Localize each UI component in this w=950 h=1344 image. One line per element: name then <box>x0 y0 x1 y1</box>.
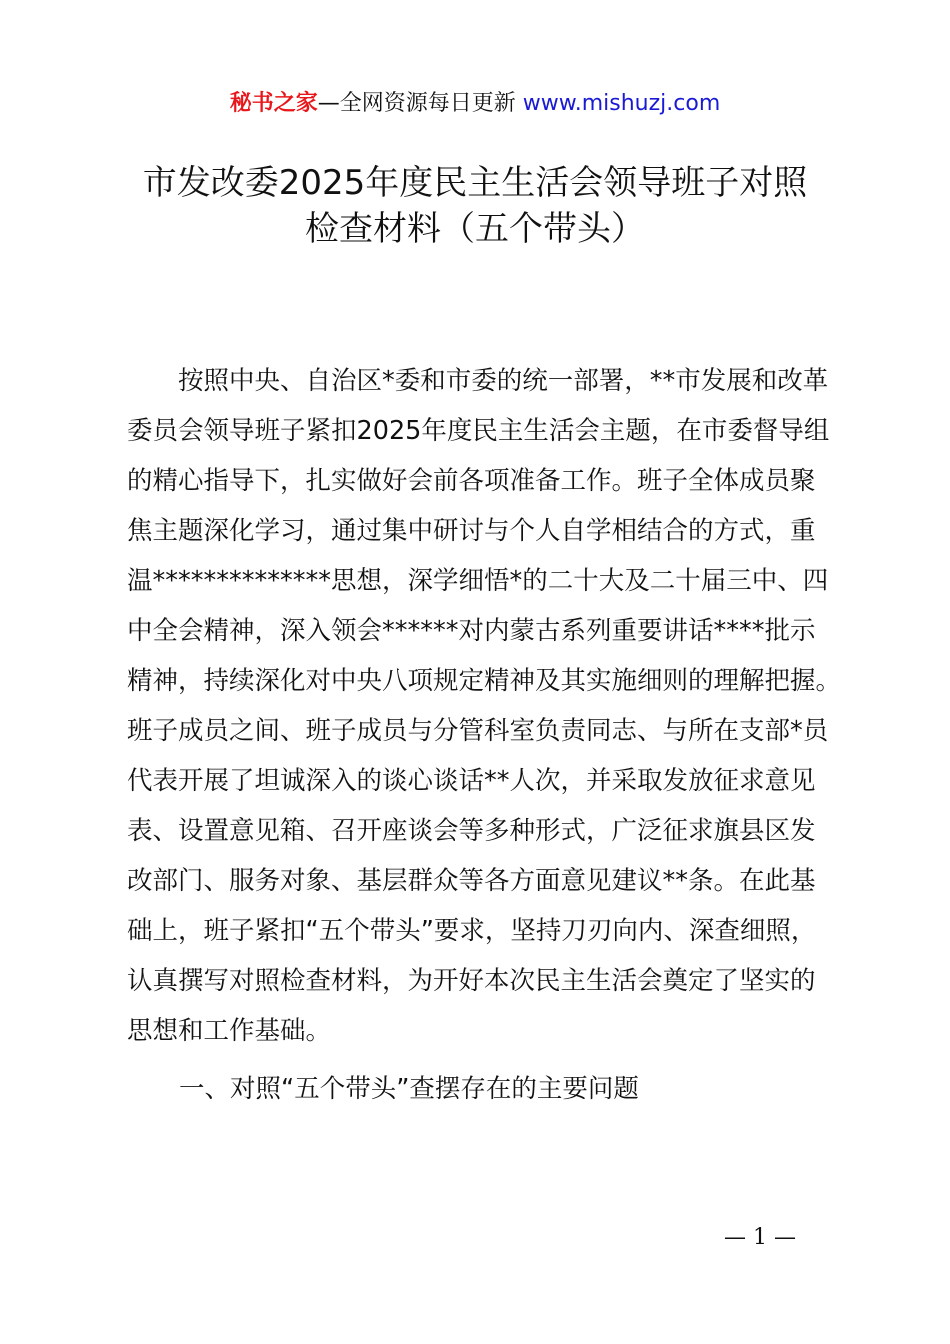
body-paragraph <box>127 356 842 1056</box>
body-line: 班子成员之间、班子成员与分管科室负责同志、与所在支部*员 <box>127 716 829 746</box>
site-header <box>0 88 950 120</box>
site-name: 秘书之家 <box>229 91 318 116</box>
section-heading: 一、对照“五个带头”查摆存在的主要问题 <box>179 1074 639 1104</box>
body-line: 焦主题深化学习，通过集中研讨与个人自学相结合的方式，重 <box>127 516 816 546</box>
document-title-line-2: 检查材料（五个带头） <box>305 209 645 249</box>
body-line: 础上，班子紧扣“五个带头”要求，坚持刀刃向内、深查细照， <box>127 916 817 946</box>
body-line: 温**************思想，深学细悟*的二十大及二十届三中、四 <box>127 566 829 596</box>
page-number: — 1 — <box>724 1225 796 1250</box>
body-line: 精神，持续深化对中央八项规定精神及其实施细则的理解把握。 <box>127 666 842 696</box>
body-line: 表、设置意见箱、召开座谈会等多种形式，广泛征求旗县区发 <box>127 816 816 846</box>
document-title-line-1: 市发改委2025年度民主生活会领导班子对照 <box>142 163 808 203</box>
body-line: 中全会精神，深入领会******对内蒙古系列重要讲话****批示 <box>127 616 816 646</box>
body-line: 改部门、服务对象、基层群众等各方面意见建议**条。在此基 <box>127 866 816 896</box>
site-url-link[interactable]: www.mishuzj.com <box>522 91 721 116</box>
body-line: 认真撰写对照检查材料，为开好本次民主生活会奠定了坚实的 <box>127 966 816 996</box>
body-line: 代表开展了坦诚深入的谈心谈话**人次，并采取发放征求意见 <box>127 766 816 796</box>
site-tagline: —全网资源每日更新 <box>317 91 523 116</box>
body-line: 委员会领导班子紧扣2025年度民主生活会主题，在市委督导组 <box>127 416 830 446</box>
document-title <box>75 160 875 252</box>
body-line: 的精心指导下，扎实做好会前各项准备工作。班子全体成员聚 <box>127 466 816 496</box>
body-line: 按照中央、自治区*委和市委的统一部署，**市发展和改革 <box>127 366 829 396</box>
body-line: 思想和工作基础。 <box>127 1016 332 1046</box>
